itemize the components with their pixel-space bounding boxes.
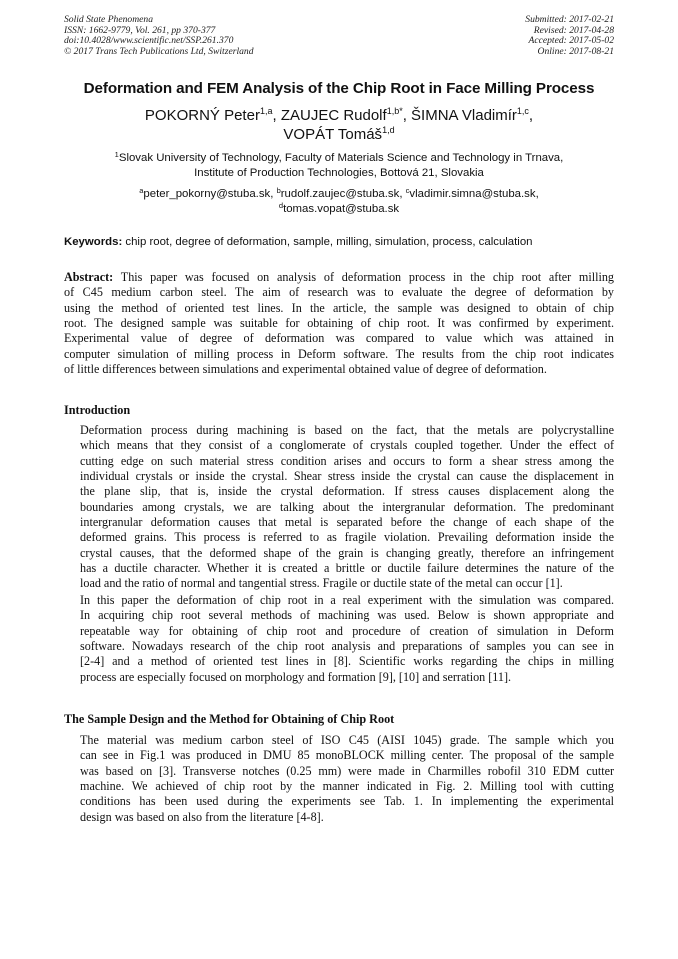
abstract-line: of little differences between simulations and experimental obtained value of degree of deformation. xyxy=(64,362,547,377)
author-affil-mark: 1,c xyxy=(516,106,529,116)
sample-design-paragraph-1 xyxy=(64,733,614,825)
date-accepted: Accepted: 2017-05-02 xyxy=(528,35,614,47)
introduction-paragraph-1 xyxy=(64,423,614,592)
text-line: can see in Fig.1 was produced in DMU 85 monoBLOCK milling center. The proposal of the sample xyxy=(80,748,614,763)
text-line: load and the ratio of normal and tangential stress. Fragile or ductile state of the metal can occur [1]. xyxy=(80,576,563,591)
abstract-line: using the method of oriented test lines. In the article, the sample was designed to obtain of chip xyxy=(64,300,614,315)
journal-header-left xyxy=(64,15,254,57)
abstract-line: of C45 medium carbon steel. The aim of research was to evaluate the degree of deformation by xyxy=(64,285,614,300)
text-line: intergranular deformation causes that metal is separated before the change of each shape of the xyxy=(80,515,614,530)
text-line: In acquiring chip root several methods of machining was used. Below is shown appropriate and xyxy=(80,608,614,623)
journal-name: Solid State Phenomena xyxy=(64,14,153,25)
affiliation-mark: 1 xyxy=(114,150,119,159)
journal-copyright: © 2017 Trans Tech Publications Ltd, Switzerland xyxy=(64,45,254,57)
abstract xyxy=(64,270,614,377)
author-name: ZAUJEC Rudolf xyxy=(280,107,387,124)
text-line: was based on [3]. Transverse notches (0.25 mm) were made in Charmilles robofil 310 EDM cutter xyxy=(80,763,614,778)
email-link[interactable]: rudolf.zaujec@stuba.sk xyxy=(280,188,400,200)
text-line: process are especially focused on morphology and formation [9], [10] and serration [11]. xyxy=(80,669,512,684)
text-line: the plane slip, that is, inside the crystal deformation. If stress causes displacement along the xyxy=(80,484,614,499)
text-line: [2-4] and a method of oriented test lines in [8]. Scientific works regarding the chips in milling xyxy=(80,654,614,669)
abstract-line: This paper was focused on analysis of deformation process in the chip root after milling xyxy=(120,270,614,284)
text-line: boundaries among crystals, we are talking about the intergranular deformation. The predominant xyxy=(80,499,614,514)
email-mark: d xyxy=(278,201,284,210)
author-affil-mark: 1,a xyxy=(259,106,273,116)
section-heading-introduction: Introduction xyxy=(64,403,131,417)
text-line: conditions has been used during the experiments see Tab. 1. In implementing the experimental xyxy=(80,794,614,809)
section-heading-sample-design: The Sample Design and the Method for Obtaining of Chip Root xyxy=(64,712,395,726)
email-mark: a xyxy=(139,186,144,195)
author-affil-mark: 1,d xyxy=(382,125,395,135)
text-line: machine. We achieved of chip root by the manner indicated in Fig. 2. Milling tool with cutting xyxy=(80,779,614,794)
email-link[interactable]: vladimir.simna@stuba.sk xyxy=(409,188,536,200)
text-line: software. Nowadays research of the chip root analysis and preparations of samples you can see in xyxy=(80,639,614,654)
keywords xyxy=(64,236,624,248)
text-line: which means that they consist of a conglomerate of crystals coupled together. Under the effect of xyxy=(80,438,614,453)
text-line: individual crystals or inside the crystal. Shear stress inside the crystal can cause the displacement in xyxy=(80,469,614,484)
journal-doi[interactable]: doi:10.4028/www.scientific.net/SSP.261.370 xyxy=(64,35,234,47)
email-mark: b xyxy=(276,186,281,195)
author-affil-mark: 1,b* xyxy=(386,106,403,116)
introduction-paragraph-2 xyxy=(64,593,614,685)
date-submitted: Submitted: 2017-02-21 xyxy=(525,14,614,25)
abstract-line: Experimental value of degree of deformation was compared to value which was attained in xyxy=(64,331,614,346)
journal-header-right xyxy=(525,15,614,57)
text-line: design was based on also from the literature [4-8]. xyxy=(80,809,324,824)
affiliation xyxy=(40,151,638,181)
text-line: In this paper the deformation of chip root in a real experiment with the simulation was compared. xyxy=(80,593,614,607)
text-line: The material was medium carbon steel of ISO C45 (AISI 1045) grade. The sample which you xyxy=(80,733,614,747)
email-link[interactable]: tomas.vopat@stuba.sk xyxy=(283,203,400,215)
date-revised: Revised: 2017-04-28 xyxy=(533,24,614,36)
abstract-line: root. The designed sample was suitable for obtaining of chip root. It was confirmed by experiment. xyxy=(64,316,614,331)
text-line: deformed grains. This process is referred to as fragile violation. Prevailing deformation inside the xyxy=(80,530,614,545)
text-line: has a ductile character. Whether it is created a brittle or ductile failure determines the nature of the xyxy=(80,561,614,576)
paper-title: Deformation and FEM Analysis of the Chip Root in Face Milling Process xyxy=(83,80,595,97)
keywords-text: chip root, degree of deformation, sample, milling, simulation, process, calculation xyxy=(125,236,533,248)
author-name: VOPÁT Tomáš xyxy=(283,126,383,143)
text-line: repeatable way for obtaining of chip root and procedure of creation of simulation in Deform xyxy=(80,623,614,638)
text-line: cutting edge on such material stress condition arises and occurs to form a shear stress among the xyxy=(80,453,614,468)
affiliation-line: Institute of Production Technologies, Bottová 21, Slovakia xyxy=(194,167,484,179)
text-line: crystal causes, that the deformed shape of the grain is changing greatly, therefore an infringement xyxy=(80,545,614,560)
email-mark: c xyxy=(405,186,410,195)
author-list: POKORNÝ Peter$^{1,a}$, ZAUJEC Rudolf$^{1,b*}$, ŠIMNA Vladimír$^{1,c}$, VOPÁT Tomáš$^{1,d}$ xyxy=(144,106,534,143)
journal-issn: ISSN: 1662-9779, Vol. 261, pp 370-377 xyxy=(64,24,216,36)
text-line: Deformation process during machining is based on the fact, that the metals are polycrystalline xyxy=(80,423,614,437)
abstract-line: computer simulation of milling process in Deform software. The results from the chip root indicates xyxy=(64,346,614,361)
keywords-label: Keywords: xyxy=(64,236,123,248)
author-name: POKORNÝ Peter xyxy=(144,107,260,124)
date-online: Online: 2017-08-21 xyxy=(537,45,614,57)
author-name: ŠIMNA Vladimír xyxy=(411,107,517,124)
abstract-label: Abstract: xyxy=(64,270,114,284)
email-list: $^a$peter_pokorny@stuba.sk, $^b$rudolf.zaujec@stuba.sk, $^c$vladimir.simna@stuba.sk, $^d$tomas.vopat@stuba.sk xyxy=(139,186,539,215)
email-link[interactable]: peter_pokorny@stuba.sk xyxy=(143,188,271,200)
affiliation-line: Slovak University of Technology, Faculty of Materials Science and Technology in Trnava, xyxy=(118,152,564,164)
